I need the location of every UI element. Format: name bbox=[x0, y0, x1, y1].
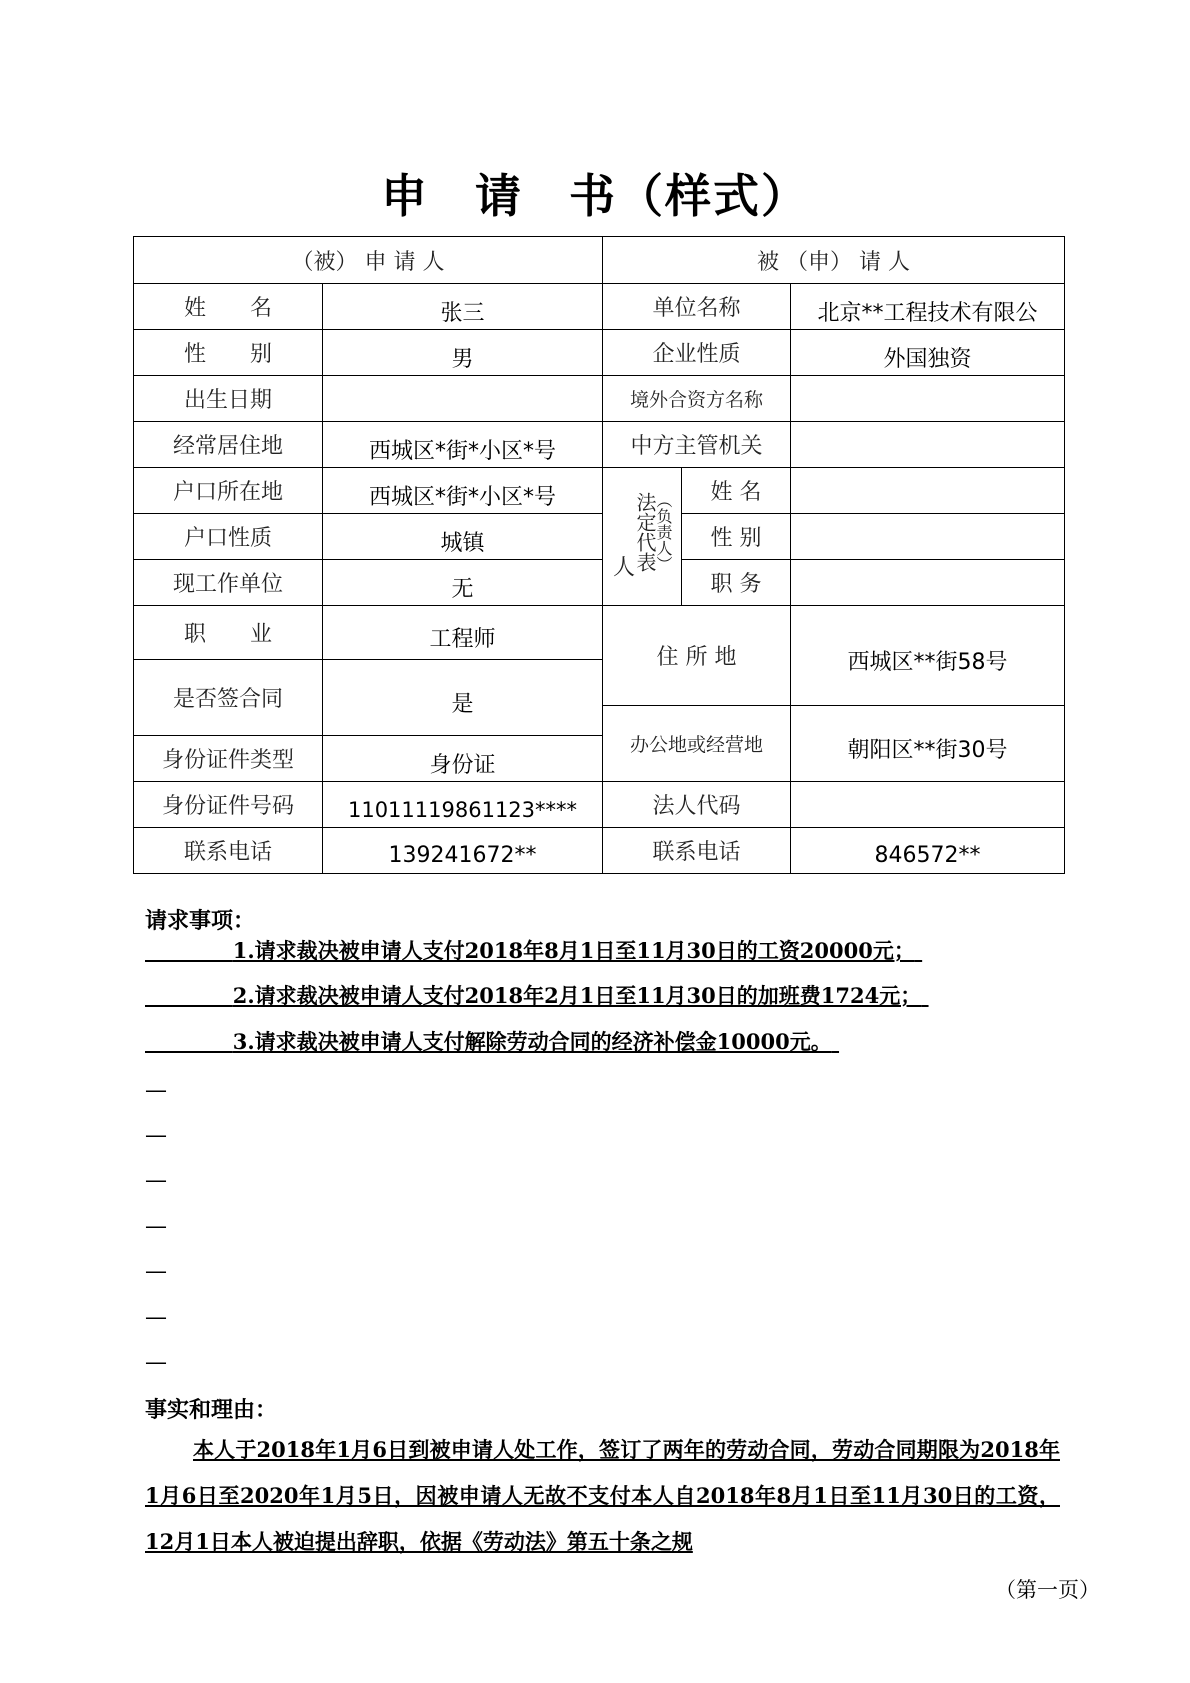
requests-heading: 请求事项： bbox=[145, 908, 256, 934]
blank-line-6: — bbox=[145, 1305, 167, 1330]
name-label: 姓 名 bbox=[134, 284, 323, 330]
legal-rep-label-cell bbox=[603, 468, 682, 606]
contract-label: 是否签合同 bbox=[134, 660, 323, 736]
birth-label: 出生日期 bbox=[134, 376, 323, 422]
request-item-3-text: 3.请求裁决被申请人支付解除劳动合同的经济补偿金10000元。 bbox=[232, 1029, 832, 1054]
blank-line-7: — bbox=[145, 1350, 167, 1375]
title-char-2: 请 bbox=[475, 169, 523, 223]
corp-phone-value: 846572** bbox=[791, 828, 1065, 874]
blank-line-3: — bbox=[145, 1168, 167, 1193]
phone-label: 联系电话 bbox=[134, 828, 323, 874]
nature-label: 企业性质 bbox=[603, 330, 791, 376]
occupation-label: 职 业 bbox=[134, 606, 323, 660]
id-type-label: 身份证件类型 bbox=[134, 736, 323, 782]
domicile-label: 住 所 地 bbox=[603, 606, 791, 706]
hukou-type-label: 户口性质 bbox=[134, 514, 323, 560]
authority-label: 中方主管机关 bbox=[603, 422, 791, 468]
facts-paragraph: 本人于2018年1月6日到被申请人处工作，签订了两年的劳动合同，劳动合同期限为2018年1月6日至2020年1月5日，因被申请人无故不支付本人自2018年8月1日至11月30日的工资，12月1日本人被迫提出辞职，依据《劳动法》第五十条之规 bbox=[145, 1437, 1060, 1554]
request-item-3 bbox=[145, 1026, 839, 1056]
page-title bbox=[0, 160, 1190, 226]
work-unit-value: 无 bbox=[323, 560, 603, 606]
domicile-value: 西城区**街58号 bbox=[791, 606, 1065, 706]
rep-name-value bbox=[791, 468, 1065, 514]
rep-name-label: 姓 名 bbox=[682, 468, 791, 514]
applicant-header: （被） 申 请 人 bbox=[134, 237, 603, 284]
id-number-label: 身份证件号码 bbox=[134, 782, 323, 828]
blank-line-4: — bbox=[145, 1214, 167, 1239]
work-unit-label: 现工作单位 bbox=[134, 560, 323, 606]
blank-line-5: — bbox=[145, 1259, 167, 1284]
request-item-2 bbox=[145, 980, 929, 1010]
rep-gender-value bbox=[791, 514, 1065, 560]
hukou-value: 西城区*街*小区*号 bbox=[323, 468, 603, 514]
foreign-partner-label: 境外合资方名称 bbox=[603, 376, 791, 422]
request-item-1 bbox=[145, 935, 922, 965]
authority-value bbox=[791, 422, 1065, 468]
respondent-header: 被 （申） 请 人 bbox=[603, 237, 1065, 284]
corp-code-label: 法人代码 bbox=[603, 782, 791, 828]
birth-value bbox=[323, 376, 603, 422]
blank-line-2: — bbox=[145, 1123, 167, 1148]
request-item-2-text: 2.请求裁决被申请人支付2018年2月1日至11月30日的加班费1724元； bbox=[232, 983, 922, 1008]
legal-rep-person: 人 bbox=[613, 555, 636, 581]
occupation-value: 工程师 bbox=[323, 606, 603, 660]
application-form-table bbox=[133, 236, 1065, 874]
nature-value: 外国独资 bbox=[791, 330, 1065, 376]
title-char-1: 申 bbox=[381, 169, 429, 223]
request-item-1-text: 1.请求裁决被申请人支付2018年8月1日至11月30日的工资20000元； bbox=[232, 938, 915, 963]
residence-value: 西城区*街*小区*号 bbox=[323, 422, 603, 468]
rep-position-value bbox=[791, 560, 1065, 606]
blank-line-1: — bbox=[145, 1078, 167, 1103]
office-label: 办公地或经营地 bbox=[603, 706, 791, 782]
office-value: 朝阳区**街30号 bbox=[791, 706, 1065, 782]
corp-phone-label: 联系电话 bbox=[603, 828, 791, 874]
phone-value: 139241672** bbox=[323, 828, 603, 874]
legal-rep-label: 法定代表 bbox=[633, 491, 658, 572]
unit-value: 北京**工程技术有限公 bbox=[791, 284, 1065, 330]
id-number-value: 11011119861123**** bbox=[323, 782, 603, 828]
unit-label: 单位名称 bbox=[603, 284, 791, 330]
foreign-partner-value bbox=[791, 376, 1065, 422]
gender-label: 性 别 bbox=[134, 330, 323, 376]
id-type-value: 身份证 bbox=[323, 736, 603, 782]
hukou-label: 户口所在地 bbox=[134, 468, 323, 514]
hukou-type-value: 城镇 bbox=[323, 514, 603, 560]
facts-heading: 事实和理由： bbox=[145, 1397, 278, 1423]
rep-position-label: 职 务 bbox=[682, 560, 791, 606]
name-value: 张三 bbox=[323, 284, 603, 330]
page-number: （第一页） bbox=[995, 1578, 1100, 1602]
contract-value: 是 bbox=[323, 660, 603, 736]
corp-code-value bbox=[791, 782, 1065, 828]
gender-value: 男 bbox=[323, 330, 603, 376]
rep-gender-label: 性 别 bbox=[682, 514, 791, 560]
residence-label: 经常居住地 bbox=[134, 422, 323, 468]
legal-rep-sub: （负责人） bbox=[654, 491, 674, 572]
title-char-3: 书（样式） bbox=[569, 169, 809, 223]
